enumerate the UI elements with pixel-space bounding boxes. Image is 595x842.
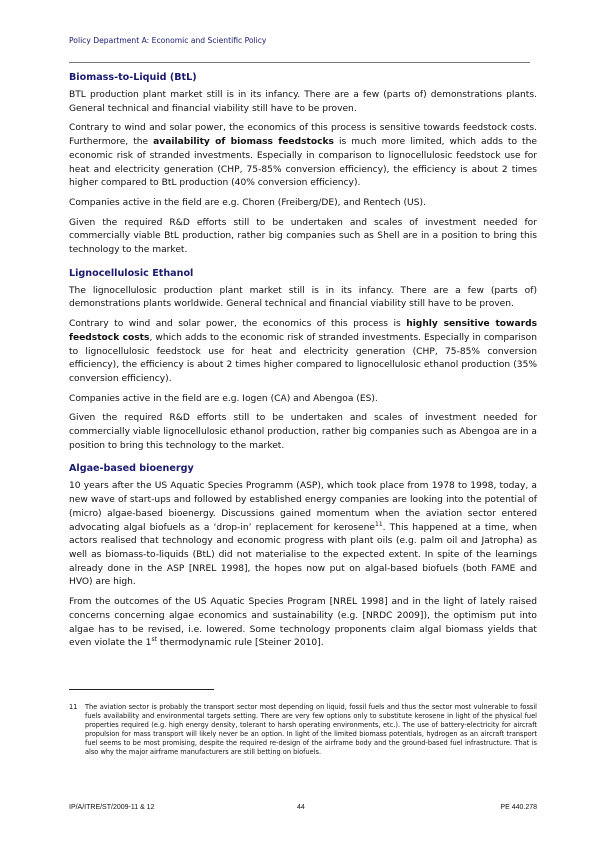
text-run: Companies active in the field are e.g. Iogen (CA) and Abengoa (ES). xyxy=(69,393,378,404)
section-btl xyxy=(69,72,537,258)
section-heading: Lignocellulosic Ethanol xyxy=(69,267,194,279)
section-heading: Biomass-to-Liquid (BtL) xyxy=(69,72,197,83)
paragraph xyxy=(69,197,537,211)
text-run: BTL production plant market still is in its infancy. There are a few (parts of) demonstrations plants. General technical and financial viability still have to be proven. xyxy=(69,90,537,114)
text-run: Contrary to wind and solar power, the economics of this process is xyxy=(69,319,407,330)
text-run: is much more limited, which adds to the economic risk of stranded investments. Especially in comparison to lignocellulosic feedstock use for heat and electricity generation (CHP, 75-85% conversion efficiency), the efficiency is about 2 times higher compared to BtL production (40% conversion efficiency). xyxy=(69,137,537,189)
superscript: 11 xyxy=(375,520,383,528)
text-run: 10 years after the US Aquatic Species Programm (ASP), which took place from 1978 to 1998, today, a new wave of start-ups and followed by established energy companies are looking into the potential of (micro) algae-based bioenergy. Discussions gained momentum when the aviation sector entered advocating algal biofuels as a ‘drop-in’ replacement for kerosene xyxy=(69,481,537,533)
text-run: The lignocellulosic production plant market still is in its infancy. There are a few (parts of) demonstrations plants worldwide. General technical and financial viability still have to be proven. xyxy=(69,285,537,310)
text-run: . This happened at a time, when actors realised that technology and economic progress with plant oils (e.g. palm oil and Jatropha) as well as biomass-to-liquids (BtL) did not materialise to the expected extent. In spite of the learnings already done in the ASP [NREL 1998], the hopes now put on algal-based biofuels (both FAME and HVO) are high. xyxy=(69,522,537,588)
running-header: Policy Department A: Economic and Scientific Policy xyxy=(69,36,267,45)
text-run: , which adds to the economic risk of stranded investments. Especially in comparison to lignocellulosic feedstock use for heat and electricity generation (CHP, 75-85% conversion efficiency), the efficiency is about 2 times higher compared to lignocellulosic ethanol production (35% conversion efficiency). xyxy=(69,332,537,384)
footnote xyxy=(69,703,537,756)
text-run: From the outcomes of the US Aquatic Species Program [NREL 1998] and in the light of lately raised concerns concerning algae economics and sustainability (e.g. [NRDC 2009]), the optimism put into algae has to be revised, i.e. lowered. Some technology proponents claim algal biomass yields that even violate the 1 xyxy=(69,597,537,649)
paragraph xyxy=(69,393,537,407)
section-lignocellulosic-ethanol xyxy=(69,268,537,454)
text-run: thermodynamic rule [Steiner 2010]. xyxy=(156,638,324,649)
paragraph xyxy=(69,412,537,453)
footer-document-code: IP/A/ITRE/ST/2009-11 & 12 xyxy=(69,804,155,811)
paragraph xyxy=(69,89,537,116)
footnote-text: The aviation sector is probably the transport sector most depending on liquid, fossil fuels and thus the sector most vulnerable to fossil fuels availability and environmental targets setting. There are very few options only to substitute kerosene in light of the physical fuel properties required (e.g. high energy density, tolerant to harsh operating environments, etc.). The use of battery-electricity for aircraft propulsion for mass transport will likely never be an option. In light of the limited biomass potentials, hydrogen as an aircraft transport fuel seems to be most promising, despite the required re-design of the airframe body and the ground-based fuel infrastructure. That is also why the major airframe manufacturers are still betting on biofuels. xyxy=(85,703,537,756)
text-run: Given the required R&D efforts still to be undertaken and scales of investment needed for commercially viable BtL production, rather big companies such as Shell are in a position to bring this technology to the market. xyxy=(69,217,537,256)
paragraph xyxy=(69,596,537,651)
footnote-rule xyxy=(69,689,214,690)
paragraph xyxy=(69,480,537,590)
section-algae-bioenergy xyxy=(69,463,537,650)
text-run: Contrary to wind and solar power, the economics of this process is sensitive towards feedstock costs. Furthermore, the xyxy=(69,123,537,148)
page-number: 44 xyxy=(297,804,305,811)
paragraph xyxy=(69,285,537,312)
paragraph xyxy=(69,217,537,258)
main-content xyxy=(69,72,537,661)
text-run: Given the required R&D efforts still to be undertaken and scales of investment needed for commercially viable lignocellulosic ethanol production, rather big companies such as Abengoa are in a position to bring this technology to the market. xyxy=(69,413,537,451)
footer-reference: PE 440.278 xyxy=(500,804,537,811)
superscript: st xyxy=(151,636,157,644)
section-heading: Algae-based bioenergy xyxy=(69,463,194,475)
paragraph xyxy=(69,122,537,191)
footnote-number: 11 xyxy=(69,703,78,711)
text-run: Companies active in the field are e.g. Choren (Freiberg/DE), and Rentech (US). xyxy=(69,197,426,208)
header-rule xyxy=(69,62,530,63)
bold-text: availability of biomass feedstocks xyxy=(153,137,334,148)
paragraph xyxy=(69,318,537,387)
bold-text: highly sensitive towards feedstock costs xyxy=(69,319,537,343)
